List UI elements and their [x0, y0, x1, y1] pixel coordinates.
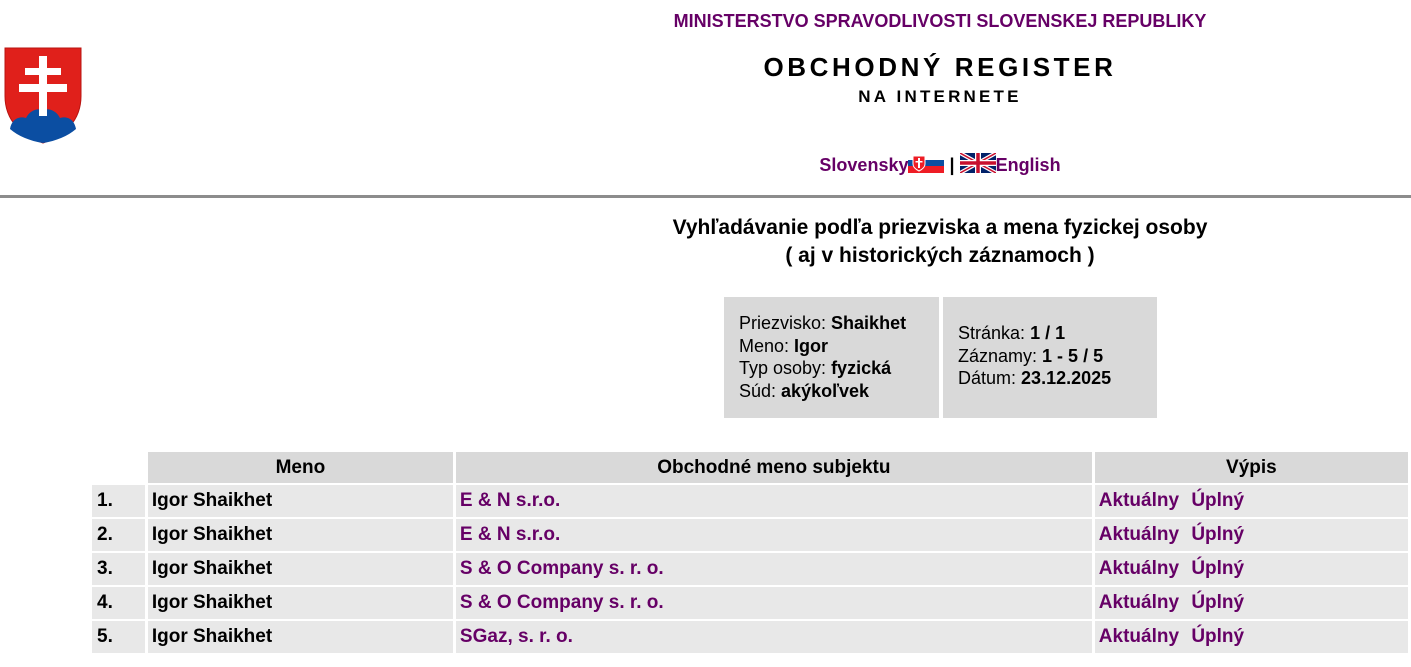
full-extract-link[interactable]: Úplný — [1191, 490, 1245, 511]
lang-separator: | — [949, 155, 955, 175]
criteria-person-type-value: fyzická — [831, 358, 892, 378]
table-row — [92, 519, 1408, 551]
paging-page-label: Stránka: — [958, 323, 1026, 343]
row-person-name: Igor Shaikhet — [148, 519, 453, 551]
company-link[interactable]: SGaz, s. r. o. — [459, 626, 573, 647]
criteria-surname-label: Priezvisko: — [739, 313, 827, 333]
criteria-surname-value: Shaikhet — [831, 313, 907, 333]
current-extract-link[interactable]: Aktuálny — [1098, 558, 1180, 579]
row-extract-cell — [1095, 485, 1408, 517]
ministry-name: MINISTERSTVO SPRAVODLIVOSTI SLOVENSKEJ REPUBLIKY — [673, 11, 1207, 31]
paging-date — [958, 367, 1157, 390]
search-title-line1: Vyhľadávanie podľa priezviska a mena fyzickej osoby — [672, 216, 1208, 239]
header-number — [92, 452, 145, 483]
table-row — [92, 485, 1408, 517]
paging-records-label: Záznamy: — [958, 345, 1038, 366]
paging-records — [958, 345, 1157, 368]
row-number: 3. — [92, 553, 145, 585]
row-company-cell — [456, 519, 1092, 551]
row-extract-cell — [1095, 553, 1408, 585]
search-title-line2: ( aj v historických záznamoch ) — [785, 244, 1095, 267]
current-extract-link[interactable]: Aktuálny — [1098, 626, 1180, 647]
row-person-name: Igor Shaikhet — [148, 621, 453, 653]
row-company-cell — [456, 553, 1092, 585]
row-extract-cell — [1095, 621, 1408, 653]
table-row — [92, 553, 1408, 585]
current-extract-link[interactable]: Aktuálny — [1098, 490, 1180, 511]
paging-date-value: 23.12.2025 — [1021, 368, 1112, 388]
lang-slovak-label: Slovensky — [819, 155, 909, 175]
search-title — [470, 214, 1410, 270]
lang-slovak-link[interactable] — [819, 155, 944, 175]
paging-info-box — [943, 297, 1157, 418]
results-header-row — [92, 452, 1408, 483]
criteria-surname — [739, 312, 939, 335]
full-extract-link[interactable]: Úplný — [1191, 558, 1245, 579]
row-company-cell — [456, 621, 1092, 653]
header-divider — [0, 195, 1411, 198]
row-company-cell — [456, 485, 1092, 517]
results-table — [89, 450, 1411, 655]
criteria-person-type-label: Typ osoby: — [739, 358, 827, 378]
row-number: 5. — [92, 621, 145, 653]
row-extract-cell — [1095, 519, 1408, 551]
current-extract-link[interactable]: Aktuálny — [1098, 592, 1180, 613]
company-link[interactable]: S & O Company s. r. o. — [459, 592, 664, 613]
row-extract-cell — [1095, 587, 1408, 619]
paging-page — [958, 322, 1157, 345]
company-link[interactable]: E & N s.r.o. — [459, 524, 561, 545]
uk-flag-icon — [960, 153, 996, 173]
criteria-name-value: Igor — [794, 335, 829, 356]
criteria-name-label: Meno: — [739, 335, 790, 356]
company-link[interactable]: E & N s.r.o. — [459, 490, 561, 511]
slovak-flag-icon — [908, 153, 944, 173]
header-name: Meno — [148, 452, 453, 483]
header-extract: Výpis — [1095, 452, 1408, 483]
row-number: 4. — [92, 587, 145, 619]
criteria-name — [739, 335, 939, 358]
table-row — [92, 621, 1408, 653]
row-company-cell — [456, 587, 1092, 619]
register-title: OBCHODNÝ REGISTER — [763, 52, 1117, 82]
full-extract-link[interactable]: Úplný — [1191, 524, 1245, 545]
full-extract-link[interactable]: Úplný — [1191, 626, 1245, 647]
lang-english-link[interactable] — [960, 155, 1061, 175]
search-criteria-box — [724, 297, 939, 418]
table-row — [92, 587, 1408, 619]
paging-date-label: Dátum: — [958, 368, 1017, 388]
language-switcher — [470, 153, 1410, 176]
header-company: Obchodné meno subjektu — [456, 452, 1092, 483]
row-person-name: Igor Shaikhet — [148, 587, 453, 619]
row-person-name: Igor Shaikhet — [148, 553, 453, 585]
criteria-court-value: akýkoľvek — [781, 380, 870, 401]
lang-english-label: English — [995, 155, 1061, 175]
criteria-person-type — [739, 357, 939, 380]
row-person-name: Igor Shaikhet — [148, 485, 453, 517]
paging-records-value: 1 - 5 / 5 — [1042, 345, 1104, 366]
row-number: 2. — [92, 519, 145, 551]
full-extract-link[interactable]: Úplný — [1191, 592, 1245, 613]
slovak-coat-of-arms-icon — [4, 46, 82, 144]
current-extract-link[interactable]: Aktuálny — [1098, 524, 1180, 545]
paging-page-value: 1 / 1 — [1030, 323, 1066, 343]
criteria-court-label: Súd: — [739, 380, 777, 401]
row-number: 1. — [92, 485, 145, 517]
register-subtitle: NA INTERNETE — [858, 87, 1022, 106]
criteria-court — [739, 380, 939, 403]
company-link[interactable]: S & O Company s. r. o. — [459, 558, 664, 579]
